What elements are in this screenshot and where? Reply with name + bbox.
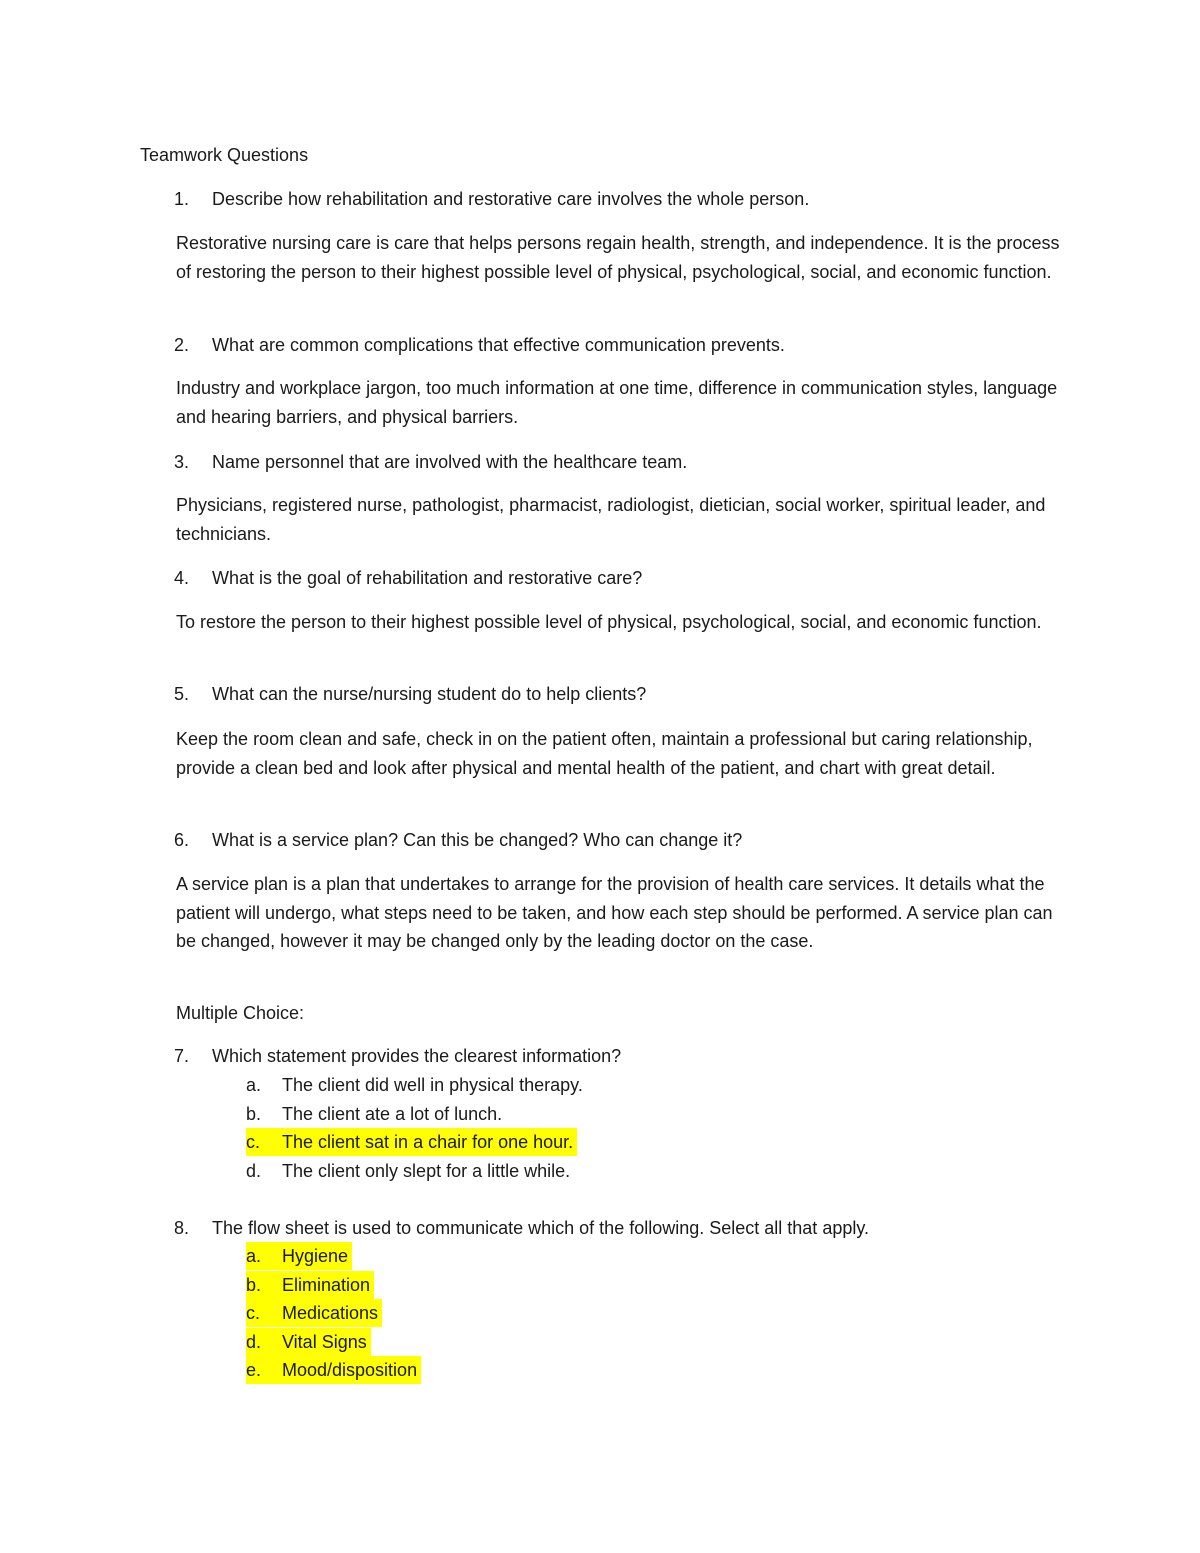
answer-2: Industry and workplace jargon, too much information at one time, difference in communication styles, language and hearing barriers, and physical barriers. bbox=[176, 378, 1058, 427]
option-text: The client sat in a chair for one hour. bbox=[282, 1132, 574, 1152]
question-text: What is the goal of rehabilitation and restorative care? bbox=[212, 568, 643, 588]
question-text: The flow sheet is used to communicate which of the following. Select all that apply. bbox=[212, 1218, 870, 1238]
question-number: 2. bbox=[174, 335, 190, 355]
question-number: 8. bbox=[174, 1218, 190, 1238]
question-number: 5. bbox=[174, 684, 190, 704]
option-letter: a. bbox=[246, 1075, 262, 1095]
option-text: Mood/disposition bbox=[282, 1360, 418, 1380]
question-number: 3. bbox=[174, 452, 190, 472]
option-text: Vital Signs bbox=[282, 1332, 367, 1352]
question-text: Which statement provides the clearest information? bbox=[212, 1046, 622, 1066]
question-number: 1. bbox=[174, 189, 190, 209]
question-number: 7. bbox=[174, 1046, 190, 1066]
option-8d-highlighted bbox=[246, 1328, 371, 1356]
option-7d bbox=[246, 1157, 570, 1185]
question-text: Describe how rehabilitation and restorative care involves the whole person. bbox=[212, 189, 810, 209]
option-8a-highlighted bbox=[246, 1242, 352, 1270]
option-letter: a. bbox=[246, 1242, 282, 1270]
option-text: The client only slept for a little while. bbox=[282, 1161, 571, 1181]
option-7b bbox=[246, 1100, 502, 1128]
question-text: Name personnel that are involved with the healthcare team. bbox=[212, 452, 688, 472]
option-7a bbox=[246, 1071, 583, 1099]
question-number: 4. bbox=[174, 568, 190, 588]
answer-6: A service plan is a plan that undertakes to arrange for the provision of health care services. It details what the patient will undergo, what steps need to be taken, and how each step should be performed. A service plan can be changed, however it may be changed only by the leading doctor on the case. bbox=[176, 874, 1053, 951]
option-7c-highlighted bbox=[246, 1128, 577, 1156]
answer-4: To restore the person to their highest possible level of physical, psychological, social, and economic function. bbox=[176, 612, 1042, 632]
option-letter: d. bbox=[246, 1161, 262, 1181]
option-letter: b. bbox=[246, 1271, 282, 1299]
answer-1: Restorative nursing care is care that helps persons regain health, strength, and independence. It is the process of restoring the person to their highest possible level of physical, psychological, social, and economic function. bbox=[176, 233, 1060, 282]
option-letter: c. bbox=[246, 1128, 282, 1156]
answer-5: Keep the room clean and safe, check in on the patient often, maintain a professional but caring relationship, provide a clean bed and look after physical and mental health of the patient, and chart with great detail. bbox=[176, 729, 1033, 778]
question-text: What can the nurse/nursing student do to help clients? bbox=[212, 684, 647, 704]
question-text: What are common complications that effective communication prevents. bbox=[212, 335, 785, 355]
document-title: Teamwork Questions bbox=[140, 145, 309, 165]
option-letter: e. bbox=[246, 1356, 282, 1384]
answer-3: Physicians, registered nurse, pathologist, pharmacist, radiologist, dietician, social worker, spiritual leader, and technicians. bbox=[176, 495, 1046, 544]
option-letter: d. bbox=[246, 1328, 282, 1356]
option-8b-highlighted bbox=[246, 1271, 374, 1299]
option-text: The client ate a lot of lunch. bbox=[282, 1104, 503, 1124]
question-number: 6. bbox=[174, 830, 190, 850]
option-text: Medications bbox=[282, 1303, 379, 1323]
option-letter: c. bbox=[246, 1299, 282, 1327]
option-8c-highlighted bbox=[246, 1299, 382, 1327]
option-text: Hygiene bbox=[282, 1246, 349, 1266]
option-text: Elimination bbox=[282, 1275, 371, 1295]
question-text: What is a service plan? Can this be changed? Who can change it? bbox=[212, 830, 743, 850]
option-text: The client did well in physical therapy. bbox=[282, 1075, 583, 1095]
multiple-choice-label: Multiple Choice: bbox=[176, 1003, 305, 1023]
option-8e-highlighted bbox=[246, 1356, 421, 1384]
option-letter: b. bbox=[246, 1104, 262, 1124]
